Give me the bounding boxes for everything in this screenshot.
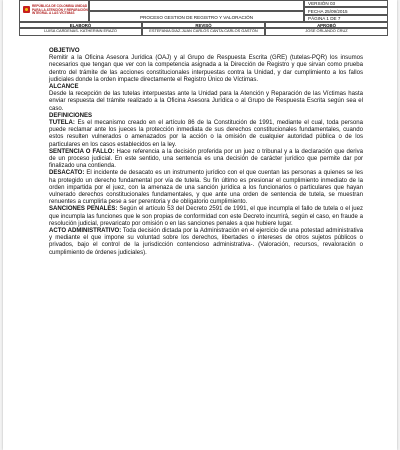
logo-text: REPÚBLICA DE COLOMBIA UNIDAD PARA LA ATENCIÓN Y REPARACIÓN INTEGRAL A LAS VÍCTIMAS — [32, 4, 88, 16]
name-elaboro: LUISA CARDENAS- KATHERINN ERAZO — [19, 28, 142, 36]
definition-term: DESACATO: — [49, 170, 85, 177]
date-label: FECHA 25/09/2015 — [304, 7, 388, 14]
page-number: PÁGINA 1 DE 7 — [304, 15, 388, 22]
coat-of-arms-logo — [23, 6, 30, 13]
document-page — [3, 0, 397, 450]
alcance-text: Desde la recepción de las tutelas interpuestas ante la Unidad para la Atención y Reparación de las Víctimas hasta enviar respuesta del trámite realizado a la Oficina Asesora Jurídica o al Grupo de Respuesta Escrita según sea el caso. — [49, 91, 363, 112]
process-name: PROCESO GESTION DE REGISTRO Y VALORACIÓN — [89, 11, 304, 22]
name-reviso: ESTEFANIA DIAZ-JUAN CARLOS CANTA-CARLOS GASTÓN — [142, 28, 265, 36]
definition-desacato — [49, 170, 363, 206]
name-aprobo: JOSE ORLANDO CRUZ — [265, 28, 388, 36]
document-body — [49, 48, 363, 257]
definition-text: Hace referencia a la decisión proferida por un juez o tribunal y a la declaración que deriva de un proceso judicial. En este sentido, una sentencia es una decisión de carácter jurídico que permite dar por finalizado una contienda. — [49, 148, 363, 170]
definition-tutela — [49, 120, 363, 149]
definition-sentencia — [49, 149, 363, 171]
logo-cell — [19, 0, 89, 22]
definition-acto-administrativo — [49, 228, 363, 257]
definition-sanciones — [49, 206, 363, 228]
section-title-definiciones: DEFINICIONES — [49, 112, 93, 119]
definition-text: Es el mecanismo creado en el artículo 86 de la Constitución de 1991, mediante el cual, toda persona puede reclamar ante los jueces la protección inmediata de sus derechos constitucionales fundamentales, cuando estos resulten vulnerados o amenazados por la acción o la omisión de cualquier autoridad pública o de los particulares en los casos establecidos en la ley. — [49, 120, 363, 148]
definition-text: Toda decisión dictada por la Administración en el ejercicio de una potestad administrativa y mediante el que impone su voluntad sobre los derechos, libertades o intereses de otros sujetos públicos o privados, bajo el control de la jurisdicción contencioso administrativa-. (Valoración, recursos, revaloración o cumplimiento de órdenes judiciales). — [49, 228, 363, 256]
definition-text: Según el artículo 53 del Decreto 2591 de 1991, el que incumpla el fallo de tutela o el juez que incumpla las funciones que le son propias de conformidad con este Decreto incurrirá, según el caso, en fraude a resolución judicial, prevaricato por omisión o en las sanciones penales a que hubiere lugar. — [49, 206, 363, 227]
definition-text: El incidente de desacato es un instrumento jurídico con el que cuentan las personas a quienes se les ha protegido un derecho fundamental por vía de tutela. Su fin último es presionar el cumplimiento inmediato de la orden impartida por el juez, con la amenaza de una sanción jurídica a los funcionarios o particulares que hayan vulnerado derechos constitucionales fundamentales, y que ante una orden de sentencia de tutela, se muestran renuentes a cumplirla pese a ser perentoria y de obligatorio cumplimiento. — [49, 170, 363, 206]
version-label: VERSIÓN 03 — [304, 0, 388, 7]
section-title-objetivo: OBJETIVO — [49, 48, 80, 54]
role-aprobo: APROBÓ — [265, 22, 388, 28]
header-blank-cell — [89, 0, 304, 11]
section-title-alcance: ALCANCE — [49, 84, 79, 91]
role-elaboro: ELABORÓ — [19, 22, 142, 28]
role-reviso: REVISÓ — [142, 22, 265, 28]
definition-term: ACTO ADMINISTRATIVO: — [49, 228, 122, 235]
definition-term: SANCIONES PENALES: — [49, 206, 118, 213]
definition-term: SENTENCIA O FALLO: — [49, 148, 115, 155]
definition-term: TUTELA: — [49, 120, 75, 127]
objetivo-text: Remitir a la Oficina Asesora Jurídica (OAJ) y al Grupo de Respuesta Escrita (GRE) (tutelas-PQR) los insumos necesarios que tengan que ver con la competencia asignada a la Dirección de Registro y que sirvan como prueba dentro del trámite de las acciones constitucionales interpuestas contra la Unidad, y dar cumplimiento a los fallos judiciales donde la orden impacte directamente el Registro Único de Víctimas. — [49, 55, 363, 83]
